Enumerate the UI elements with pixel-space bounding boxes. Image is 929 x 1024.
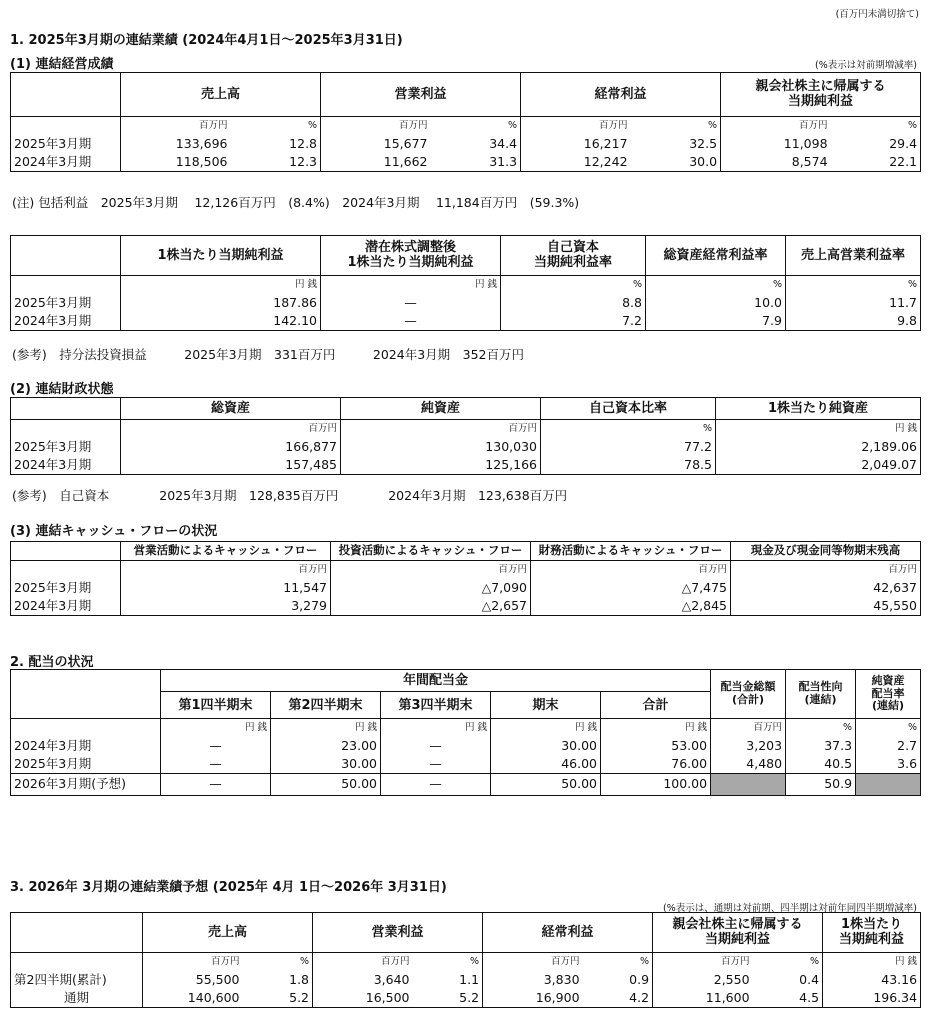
table-row: 2024年3月期 — 23.00 — 30.00 53.00 3,203 37.3 2.7 [11, 737, 921, 755]
header-roa: 総資産経常利益率 [646, 236, 786, 276]
header-total: 合計 [601, 692, 711, 719]
table-row: 2025年3月期 166,877 130,030 77.2 2,189.06 [11, 438, 921, 456]
forecast-table: 売上高 営業利益 経常利益 親会社株主に帰属する 当期純利益 1株当たり 当期純利益 百万円 % 百万円 % 百万円 % 百万円 % 円 銭 第2四半期(累計) 55,500 1.8 3,640 1.1 3,830 0.9 2,550 0.4 43.16 通期 140,600 5.2 16,500 5.2 16,900 4.2 11,600 4.5 196.34 [10, 912, 921, 1008]
unit-cell: % [631, 117, 721, 136]
change-rate-note: (%表示は対前期増減率) [815, 60, 917, 71]
header-diluted-eps: 潜在株式調整後 1株当たり当期純利益 [321, 236, 501, 276]
unit-note: (百万円未満切捨て) [835, 9, 919, 20]
forecast-change-note: (%表示は、通期は対前期、四半期は対前年同四半期増減率) [663, 903, 917, 914]
header-financing-cf: 財務活動によるキャッシュ・フロー [531, 542, 731, 561]
table-row: 2024年3月期 157,485 125,166 78.5 2,049.07 [11, 456, 921, 475]
header-bps: 1株当たり純資産 [716, 398, 921, 420]
unit-cell: 百万円 [321, 117, 431, 136]
header-total-dividend: 配当金総額 (合計) [711, 670, 786, 719]
unit-cell: % [231, 117, 321, 136]
header-net-income: 親会社株主に帰属する 当期純利益 [653, 913, 823, 953]
section-1-1-title: (1) 連結経営成績 [10, 57, 114, 72]
header-annual-dividend: 年間配当金 [161, 670, 711, 692]
header-cash-balance: 現金及び現金同等物期末残高 [731, 542, 921, 561]
header-q3: 第3四半期末 [381, 692, 491, 719]
header-ordinary-income: 経常利益 [521, 73, 721, 117]
section-1-title: 1. 2025年3月期の連結業績 (2024年4月1日～2025年3月31日) [10, 33, 403, 48]
table-row: 2024年3月期 3,279 △2,657 △2,845 45,550 [11, 597, 921, 616]
operating-results-table [10, 72, 921, 172]
section-3-title: 3. 2026年 3月期の連結業績予想 (2025年 4月 1日～2026年 3月31日) [10, 880, 447, 895]
financial-position-table: 総資産 純資産 自己資本比率 1株当たり純資産 百万円 百万円 % 円 銭 2025年3月期 166,877 130,030 77.2 2,189.06 2024年3月期 157,485 125,166 78.5 2,049.07 [10, 397, 921, 475]
header-equity-ratio: 自己資本比率 [541, 398, 716, 420]
cash-flow-table: 営業活動によるキャッシュ・フロー 投資活動によるキャッシュ・フロー 財務活動によるキャッシュ・フロー 現金及び現金同等物期末残高 百万円 百万円 百万円 百万円 2025年3月期 11,547 △7,090 △7,475 42,637 2024年3月期 3,279 △2,657 △2,845 45,550 [10, 541, 921, 616]
header-year-end: 期末 [491, 692, 601, 719]
unit-cell: 百万円 [521, 117, 631, 136]
section-2-title: 2. 配当の状況 [10, 655, 94, 670]
forecast-total-blank [711, 774, 786, 796]
dividend-table: 年間配当金 配当金総額 (合計) 配当性向 (連結) 純資産 配当率 (連結) 第1四半期末 第2四半期末 第3四半期末 期末 合計 円 銭 円 銭 円 銭 円 銭 円 銭 百万円 % % 2024年3月期 — 23.00 — 30.00 53.00 3,203 37.3 2.7 2025年3月期 — 30.00 — 46.00 76.00 4,480 40.5 3.6 2026年3月期(予想) — 50.00 — 50.00 100.00 50.9 [10, 669, 921, 796]
header-net-income: 親会社株主に帰属する 当期純利益 [721, 73, 921, 117]
unit-cell: 百万円 [121, 117, 231, 136]
unit-cell: % [431, 117, 521, 136]
table-row: 2024年3月期 142.10 — 7.2 7.9 9.8 [11, 312, 921, 331]
table-row: 2024年3月期 118,506 12.3 11,662 31.3 12,242 30.0 8,574 22.1 [11, 153, 921, 172]
header-total-assets: 総資産 [121, 398, 341, 420]
header-operating-margin: 売上高営業利益率 [786, 236, 921, 276]
table-row: 2025年3月期 11,547 △7,090 △7,475 42,637 [11, 579, 921, 597]
comprehensive-income-note: (注) 包括利益 2025年3月期 12,126百万円 (8.4%) 2024年3月期 11,184百万円 (59.3%) [12, 195, 580, 210]
header-q2: 第2四半期末 [271, 692, 381, 719]
unit-cell: 百万円 [721, 117, 831, 136]
forecast-row: 2026年3月期(予想) — 50.00 — 50.00 100.00 50.9 [11, 774, 921, 796]
header-eps: 1株当たり当期純利益 [121, 236, 321, 276]
table-row: 2025年3月期 — 30.00 — 46.00 76.00 4,480 40.5 3.6 [11, 755, 921, 774]
header-ordinary-income: 経常利益 [483, 913, 653, 953]
unit-cell: % [831, 117, 921, 136]
header-q1: 第1四半期末 [161, 692, 271, 719]
table-row: 2025年3月期 187.86 — 8.8 10.0 11.7 [11, 294, 921, 312]
header-net-assets: 純資産 [341, 398, 541, 420]
header-payout-ratio: 配当性向 (連結) [786, 670, 856, 719]
header-eps: 1株当たり 当期純利益 [823, 913, 921, 953]
header-operating-income: 営業利益 [321, 73, 521, 117]
header-investing-cf: 投資活動によるキャッシュ・フロー [331, 542, 531, 561]
header-operating-income: 営業利益 [313, 913, 483, 953]
section-1-3-title: (3) 連結キャッシュ・フローの状況 [10, 524, 218, 539]
forecast-ratio-blank [856, 774, 921, 796]
header-roe: 自己資本 当期純利益率 [501, 236, 646, 276]
table-row: 2025年3月期 133,696 12.8 15,677 34.4 16,217 32.5 11,098 29.4 [11, 135, 921, 153]
equity-note: (参考) 自己資本 2025年3月期 128,835百万円 2024年3月期 123,638百万円 [12, 488, 568, 503]
table-row: 通期 140,600 5.2 16,500 5.2 16,900 4.2 11,600 4.5 196.34 [11, 989, 921, 1008]
header-net-sales: 売上高 [143, 913, 313, 953]
header-dividend-to-equity: 純資産 配当率 (連結) [856, 670, 921, 719]
equity-method-note: (参考) 持分法投資損益 2025年3月期 331百万円 2024年3月期 352百万円 [12, 347, 525, 362]
header-operating-cf: 営業活動によるキャッシュ・フロー [121, 542, 331, 561]
header-net-sales: 売上高 [121, 73, 321, 117]
section-1-2-title: (2) 連結財政状態 [10, 382, 114, 397]
per-share-table: 1株当たり当期純利益 潜在株式調整後 1株当たり当期純利益 自己資本 当期純利益率 総資産経常利益率 売上高営業利益率 円 銭 円 銭 % % % 2025年3月期 187.86 — 8.8 10.0 11.7 2024年3月期 142.10 — 7.2 7.9 9.8 [10, 235, 921, 331]
table-row: 第2四半期(累計) 55,500 1.8 3,640 1.1 3,830 0.9 2,550 0.4 43.16 [11, 971, 921, 989]
